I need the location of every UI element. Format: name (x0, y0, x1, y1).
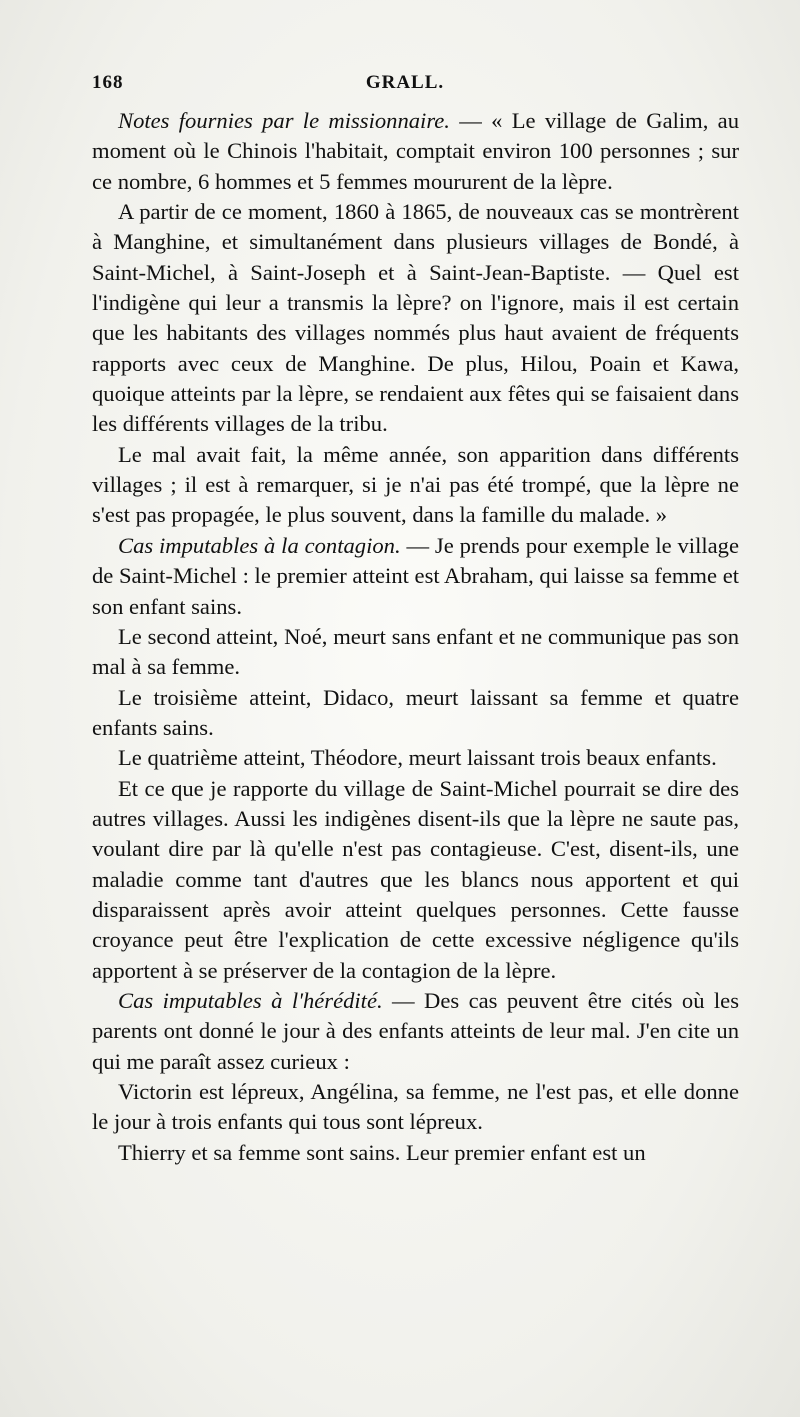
paragraph (92, 622, 739, 683)
paragraph (92, 1138, 739, 1168)
paragraph (92, 743, 739, 773)
paragraph-text: Le mal avait fait, la même année, son apparition dans différents villages ; il est à remarquer, si je n'ai pas été trompé, que la lèpre ne s'est pas propagée, le plus souvent, dans la famille du malade. » (92, 441, 739, 528)
paragraph-text: Le second atteint, Noé, meurt sans enfant et ne communique pas son mal à sa femme. (92, 623, 739, 680)
paragraph-text: Et ce que je rapporte du village de Saint-Michel pourrait se dire des autres villages. Aussi les indigènes disent-ils que la lèpre ne saute pas, voulant dire par là qu'elle n'est pas contagieuse. C'est, disent-ils, une maladie comme tant d'autres que les blancs nous apportent et qui disparaissent après avoir atteint quelques personnes. Cette fausse croyance peut être l'explication de cette excessive négligence qu'ils apportent à se préserver de la contagion de la lèpre. (92, 775, 739, 983)
paragraph-text: Thierry et sa femme sont sains. Leur premier enfant est un (118, 1139, 646, 1165)
paragraph-text: Le quatrième atteint, Théodore, meurt laissant trois beaux enfants. (118, 745, 717, 771)
page-header (92, 72, 718, 100)
running-title: GRALL. (365, 72, 445, 93)
paragraph-lead: Cas imputables à l'hérédité. (118, 987, 383, 1013)
page-number: 168 (92, 72, 124, 93)
paragraph-lead: Cas imputables à la contagion. (118, 532, 401, 558)
paragraph-text: — Je prends pour exemple le village de Saint-Michel : le premier atteint est Abraham, qui laisse sa femme et son enfant sains. (92, 532, 739, 619)
paragraph (92, 197, 739, 440)
page-body (92, 106, 739, 1168)
paragraph (92, 531, 739, 622)
paragraph (92, 440, 739, 531)
paragraph-text: — « Le village de Galim, au moment où le Chinois l'habitait, comptait environ 100 personnes ; sur ce nombre, 6 hommes et 5 femmes moururent de la lèpre. (92, 108, 739, 194)
paragraph (92, 106, 739, 197)
paragraph-text: Le troisième atteint, Didaco, meurt laissant sa femme et quatre enfants sains. (92, 684, 739, 740)
paragraph-text: Victorin est lépreux, Angélina, sa femme, ne l'est pas, et elle donne le jour à trois enfants qui tous sont lépreux. (92, 1079, 739, 1135)
paragraph-lead: Notes fournies par le missionnaire. (118, 108, 450, 133)
paragraph (92, 683, 739, 744)
paragraph (92, 986, 739, 1077)
paragraph-text: A partir de ce moment, 1860 à 1865, de nouveaux cas se montrèrent à Manghine, et simultanément dans plusieurs villages de Bondé, à Saint-Michel, à Saint-Joseph et à Saint-Jean-Baptiste. — Quel est l'indigène qui leur a transmis la lèpre? on l'ignore, mais il est certain que les habitants des villages nommés plus haut avaient de fréquents rapports avec ceux de Manghine. De plus, Hilou, Poain et Kawa, quoique atteints par la lèpre, se rendaient aux fêtes qui se faisaient dans les différents villages de la tribu. (92, 199, 739, 437)
paragraph (92, 774, 739, 986)
paragraph (92, 1077, 739, 1138)
paragraph-text: — Des cas peuvent être cités où les parents ont donné le jour à des enfants atteints de leur mal. J'en cite un qui me paraît assez curieux : (92, 987, 739, 1074)
